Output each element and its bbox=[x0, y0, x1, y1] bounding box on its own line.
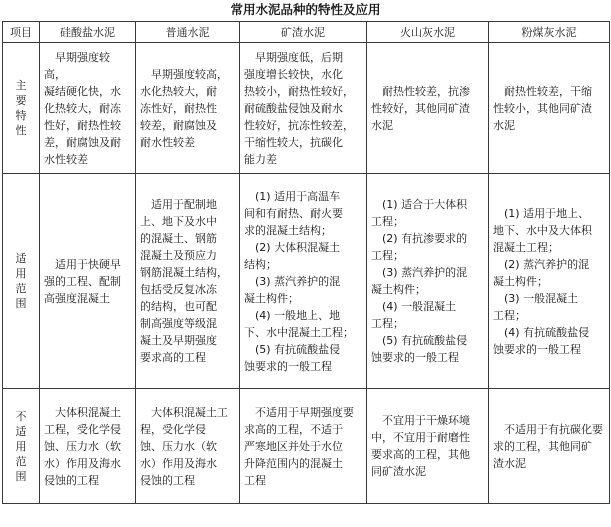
table-cell: 适用于快硬早 强的工程、配制 高强度混凝土 bbox=[40, 174, 136, 389]
table-cell: (1) 适用于高温车 间和有耐热、耐火要 求的混凝土结构； (2) 大体积混凝土 结构； (3) 蒸汽养护的混 凝土构件； (4) 一般地上、地 下、水中混凝土工程； (5) 有抗硫酸盐侵 蚀要求的一般工程 bbox=[240, 174, 367, 389]
row-label: 适用范围 bbox=[3, 174, 40, 389]
header-ordinary: 普通水泥 bbox=[136, 22, 240, 43]
table-cell: 耐热性较差，干缩 性较小，其他同矿渣 水泥 bbox=[489, 43, 610, 174]
table-cell: 早期强度较高， 凝结硬化快，水 化热较大，耐冻 性好，耐热性较 差，耐腐蚀及耐 水性较差 bbox=[40, 43, 136, 174]
header-pozzolan: 火山灰水泥 bbox=[367, 22, 489, 43]
table-cell: 耐热性较差，抗渗 性较好，其他同矿渣 水泥 bbox=[367, 43, 489, 174]
header-flyash: 粉煤灰水泥 bbox=[489, 22, 610, 43]
cement-table bbox=[2, 21, 610, 504]
table-row bbox=[3, 389, 610, 504]
table-cell: 大体积混凝土 工程，受化学侵 蚀、压力水（软 水）作用及海水 侵蚀的工程 bbox=[40, 389, 136, 504]
header-row bbox=[3, 22, 610, 43]
table-cell: (1) 适合于大体积 工程； (2) 有抗渗要求的 工程； (3) 蒸汽养护的混 凝土构件； (4) 一般混凝土 工程； (5) 有抗硫酸盐侵 蚀要求的一般工程 bbox=[367, 174, 489, 389]
table-cell: 早期强度低，后期 强度增长较快，水化 热较小，耐热性较好， 耐硫酸盐侵蚀及耐水 性较好，抗冻性较差， 干缩性较大，抗碳化 能力差 bbox=[240, 43, 367, 174]
table-title: 常用水泥品种的特性及应用 bbox=[230, 2, 381, 17]
table-cell: 不适用于有抗碳化要 求的工程，其他同矿 渣水泥 bbox=[489, 389, 610, 504]
row-label: 主要特性 bbox=[3, 43, 40, 174]
table-row bbox=[3, 43, 610, 174]
table-cell: 早期强度较高， 水化热较大，耐 冻性好，耐热性 较差，耐腐蚀及 耐水性较差 bbox=[136, 43, 240, 174]
header-portland: 硅酸盐水泥 bbox=[40, 22, 136, 43]
header-item: 项目 bbox=[3, 22, 40, 43]
table-cell: 适用于配制地 上、地下及水中 的混凝土、钢筋 混凝土及预应力 钢筋混凝土结构， 包括受反复冰冻 的结构，也可配 制高强度等级混 凝土及早期强度 要求高的工程 bbox=[136, 174, 240, 389]
table-cell: 不宜用于干燥环境 中，不宜用于耐磨性 要求高的工程，其他 同矿渣水泥 bbox=[367, 389, 489, 504]
header-slag: 矿渣水泥 bbox=[240, 22, 367, 43]
table-cell: (1) 适用于地上、 地下、水中及大体积 混凝土工程； (2) 蒸汽养护的混 凝土构件； (3) 一般混凝土 工程； (4) 有抗硫酸盐侵 蚀要求的一般工程 bbox=[489, 174, 610, 389]
table-row bbox=[3, 174, 610, 389]
table-cell: 不适用于早期强度要 求高的工程，不适于 严寒地区并处于水位 升降范围内的混凝土 工程 bbox=[240, 389, 367, 504]
row-label: 不适用范围 bbox=[3, 389, 40, 504]
table-cell: 大体积混凝土工 程，受化学侵 蚀、压力水（软 水）作用及海水 侵蚀的工程 bbox=[136, 389, 240, 504]
